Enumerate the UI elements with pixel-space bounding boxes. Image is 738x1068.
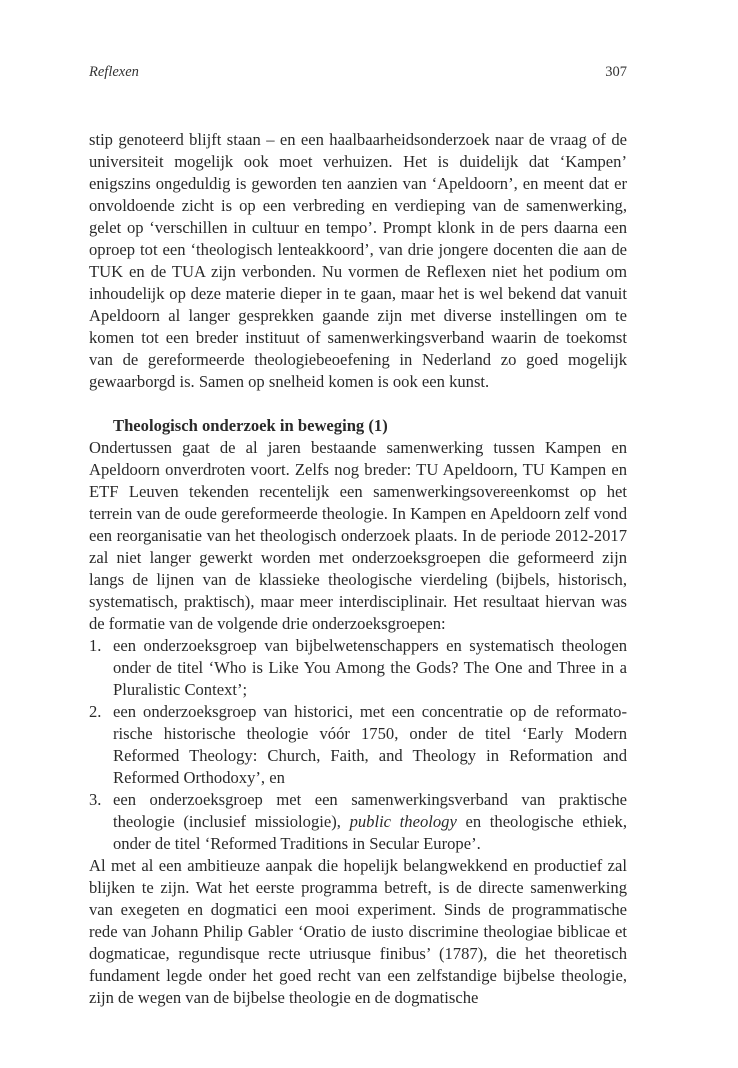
running-title: Reflexen <box>89 64 139 80</box>
list-item-text-after: en theologische ethiek, onder de titel ‘Reformed Traditions in Secular Europe’. <box>113 812 627 853</box>
page-number: 307 <box>605 64 627 80</box>
section-intro-paragraph: Ondertussen gaat de al jaren bestaande samenwerking tussen Kampen en Apeldoorn onverdroten voort. Zelfs nog breder: TU Apeldoorn, TU Kampen en ETF Leuven tekenden recentelijk een samenwerkingsovereenkomst op het terrein van de oude gereformeerde theologie. In Kampen en Apeldoorn zelf vond een reorganisatie van het theologisch onderzoek plaats. In de periode 2012-2017 zal niet langer gewerkt worden met onderzoeksgroepen die geformeerd zijn langs de lijnen van de klassieke theologische vierdeling (bijbels, historisch, systematisch, praktisch), maar meer interdisciplinair. Het resultaat hiervan was de formatie van de volgende drie onderzoeksgroepen: <box>89 438 627 633</box>
section-heading: Theologisch onderzoek in beweging (1) <box>113 416 388 435</box>
running-header <box>89 64 627 84</box>
list-item-number: 1. <box>89 636 102 655</box>
list-item <box>89 789 627 855</box>
list-item-text <box>113 790 627 853</box>
closing-paragraph: Al met al een ambitieuze aanpak die hopelijk belangwekkend en productief zal blijken te zijn. Wat het eerste programma betreft, is de directe samenwerking van exegeten en dogmatici een mooi experiment. Sinds de programmatische rede van Johann Philip Gabler ‘Oratio de iusto discrimine theologiae biblicae et dogmaticae, regundisque recte utriusque finibus’ (1787), die het theoretisch fundament legde onder het goed recht van een zelfstandige bijbelse theologie, zijn de wegen van de bijbelse theologie en de dogmatische <box>89 856 627 1007</box>
list-item <box>89 701 627 789</box>
list-item-text: een onderzoeksgroep van historici, met een concentratie op de reformatorische historische theologie vóór 1750, onder de titel ‘Early Modern Reformed Theology: Church, Faith, and Theology in Reformation and Reformed Orthodoxy’, en <box>113 702 627 787</box>
list-item-number: 3. <box>89 790 102 809</box>
list-item <box>89 635 627 701</box>
list-item-text: een onderzoeksgroep van bijbelwetenschappers en systematisch theologen onder de titel ‘Who is Like You Among the Gods? The One and Three in a Pluralistic Context’; <box>113 636 627 699</box>
research-groups-list <box>89 635 627 855</box>
list-item-number: 2. <box>89 702 102 721</box>
list-item-emphasis: public theology <box>349 812 457 831</box>
list-item-text-before: een onderzoeksgroep met een samenwerkingsverband van praktische theologie (inclusief missiologie), <box>113 790 627 831</box>
body-text <box>89 129 627 1009</box>
paragraph-continued: stip genoteerd blijft staan – en een haalbaarheidsonderzoek naar de vraag of de universiteit mogelijk ook moet verhuizen. Het is duidelijk dat ‘Kampen’ enigszins ongeduldig is geworden ten aanzien van ‘Apeldoorn’, en meent dat er onvoldoende zicht is op een verbreding en verdieping van de samenwerking, gelet op ‘verschillen in cultuur en tempo’. Prompt klonk in de pers daarna een oproep tot een ‘theologisch lenteakkoord’, van drie jongere docenten die aan de TUK en de TUA zijn verbonden. Nu vormen de Reflexen niet het podium om inhoudelijk op deze materie dieper in te gaan, maar het is wel bekend dat vanuit Apeldoorn al langer gesprekken gaande zijn met diverse instellingen om te komen tot een breder instituut of samenwerkingsverband waarin de toekomst van de gereformeerde theologiebeoefening in Nederland zo goed mogelijk gewaarborgd is. Samen op snelheid komen is ook een kunst. <box>89 130 627 391</box>
